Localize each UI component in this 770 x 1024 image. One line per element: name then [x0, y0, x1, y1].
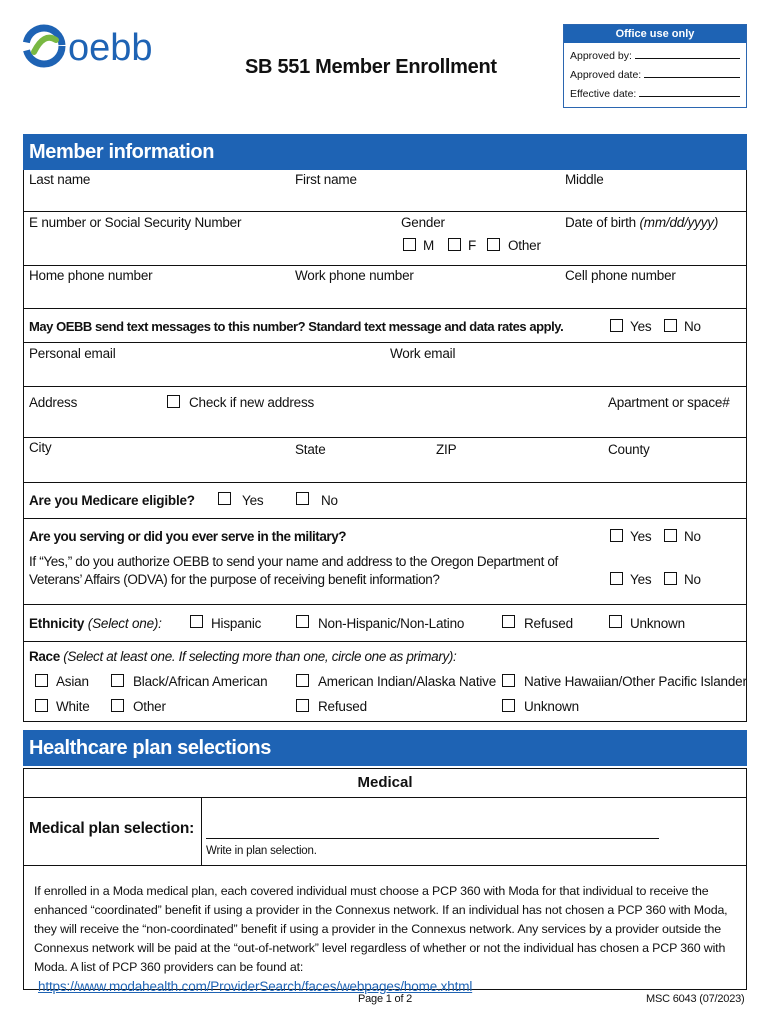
work-phone-label: Work phone number — [295, 268, 414, 283]
text-no-checkbox[interactable] — [664, 319, 677, 332]
race-hint: (Select at least one. If selecting more than one, circle one as primary): — [63, 649, 457, 664]
oebb-logo — [22, 22, 172, 72]
gender-label: Gender — [401, 215, 445, 230]
race-refused-label: Refused — [318, 699, 367, 714]
medical-plan-table — [23, 768, 747, 866]
eth-unknown-label: Unknown — [630, 616, 685, 631]
race-asian-checkbox[interactable] — [35, 674, 48, 687]
write-in-hint: Write in plan selection. — [206, 845, 317, 857]
plan-selections-section-header: Healthcare plan selections — [23, 730, 747, 766]
personal-email-label: Personal email — [29, 346, 116, 361]
medicare-no-label: No — [321, 493, 338, 508]
county-label: County — [608, 442, 650, 457]
race-american-indian-label: American Indian/Alaska Native — [318, 674, 497, 689]
medicare-no-checkbox[interactable] — [296, 492, 309, 505]
odva-yes-label: Yes — [630, 572, 652, 587]
dob-label — [565, 215, 718, 230]
pcp-note-text: If enrolled in a Moda medical plan, each covered individual must choose a PCP 360 with Moda for that individual to receive the enhanced “coordinated” benefit if using a provider in the Connexus network. If an individual has not chosen a PCP 360 with Moda, they will receive the “non-coordinated” benefit if using a provider in the Connexus network. Any services by a provider outside the Connexus network will be paid at the “out-of-network” level regardless of whether or not the individual has chosen a PCP 360 with Moda. A list of PCP 360 providers can be found at: — [34, 884, 728, 974]
text-yes-checkbox[interactable] — [610, 319, 623, 332]
page-title: SB 551 Member Enrollment — [245, 56, 497, 78]
odva-no-checkbox[interactable] — [664, 572, 677, 585]
race-unknown-label: Unknown — [524, 699, 579, 714]
dob-format-hint: (mm/dd/yyyy) — [639, 215, 719, 230]
eth-refused-label: Refused — [524, 616, 573, 631]
race-asian-label: Asian — [56, 674, 89, 689]
ethnicity-text: Ethnicity — [29, 616, 85, 631]
first-name-label: First name — [295, 172, 357, 187]
odva-question-line1: If “Yes,” do you authorize OEBB to send your name and address to the Oregon Department of — [29, 554, 558, 569]
office-use-heading: Office use only — [564, 25, 746, 43]
approved-by-line — [564, 43, 746, 62]
race-text: Race — [29, 649, 60, 664]
medical-plan-label: Medical plan selection: — [29, 820, 195, 837]
medical-plan-input[interactable] — [206, 818, 659, 839]
zip-label: ZIP — [436, 442, 457, 457]
new-address-label: Check if new address — [189, 395, 315, 410]
race-native-hawaiian-label: Native Hawaiian/Other Pacific Islander — [524, 674, 747, 689]
provider-search-link[interactable]: https://www.modahealth.com/ProviderSearch/faces/webpages/home.xhtml — [38, 979, 473, 994]
oebb-logo-icon — [22, 22, 172, 72]
new-address-checkbox[interactable] — [167, 395, 180, 408]
member-info-section-header: Member information — [23, 134, 747, 170]
eth-refused-checkbox[interactable] — [502, 615, 515, 628]
gender-m-label: M — [423, 238, 435, 253]
race-black-label: Black/African American — [133, 674, 268, 689]
gender-m-checkbox[interactable] — [403, 238, 416, 251]
e-number-label: E number or Social Security Number — [29, 215, 242, 230]
military-no-label: No — [684, 529, 701, 544]
medical-header: Medical — [357, 774, 413, 791]
odva-no-label: No — [684, 572, 701, 587]
svg-text:oebb: oebb — [68, 27, 153, 69]
address-label: Address — [29, 395, 78, 410]
ethnicity-label — [29, 616, 162, 631]
race-refused-checkbox[interactable] — [296, 699, 309, 712]
gender-other-label: Other — [508, 238, 541, 253]
gender-f-checkbox[interactable] — [448, 238, 461, 251]
state-label: State — [295, 442, 326, 457]
ethnicity-hint: (Select one): — [87, 616, 162, 631]
military-no-checkbox[interactable] — [664, 529, 677, 542]
cell-phone-label: Cell phone number — [565, 268, 676, 283]
race-other-label: Other — [133, 699, 166, 714]
eth-non-hispanic-label: Non-Hispanic/Non-Latino — [318, 616, 465, 631]
home-phone-label: Home phone number — [29, 268, 153, 283]
military-yes-checkbox[interactable] — [610, 529, 623, 542]
medicare-yes-checkbox[interactable] — [218, 492, 231, 505]
race-other-checkbox[interactable] — [111, 699, 124, 712]
pcp-note — [23, 866, 747, 994]
effective-date-line — [564, 81, 746, 100]
approved-date-label: Approved date: — [570, 69, 642, 81]
text-message-question: May OEBB send text messages to this number? Standard text message and data rates apply. — [29, 319, 564, 334]
dob-text: Date of birth — [565, 215, 636, 230]
medicare-question: Are you Medicare eligible? — [29, 493, 195, 508]
text-yes-label: Yes — [630, 319, 652, 334]
gender-other-checkbox[interactable] — [487, 238, 500, 251]
eth-hispanic-label: Hispanic — [211, 616, 262, 631]
military-yes-label: Yes — [630, 529, 652, 544]
race-black-checkbox[interactable] — [111, 674, 124, 687]
eth-unknown-checkbox[interactable] — [609, 615, 622, 628]
middle-label: Middle — [565, 172, 604, 187]
apartment-label: Apartment or space# — [608, 395, 730, 410]
form-code: MSC 6043 (07/2023) — [646, 993, 745, 1005]
race-american-indian-checkbox[interactable] — [296, 674, 309, 687]
medicare-yes-label: Yes — [242, 493, 264, 508]
gender-f-label: F — [468, 238, 477, 253]
race-white-label: White — [56, 699, 90, 714]
race-label — [29, 649, 456, 664]
text-no-label: No — [684, 319, 701, 334]
eth-non-hispanic-checkbox[interactable] — [296, 615, 309, 628]
military-question: Are you serving or did you ever serve in the military? — [29, 529, 347, 544]
approved-date-line — [564, 62, 746, 81]
effective-date-label: Effective date: — [570, 88, 637, 100]
office-use-box — [563, 24, 747, 108]
page-number: Page 1 of 2 — [358, 993, 413, 1005]
race-native-hawaiian-checkbox[interactable] — [502, 674, 515, 687]
race-white-checkbox[interactable] — [35, 699, 48, 712]
city-label: City — [29, 440, 52, 455]
odva-yes-checkbox[interactable] — [610, 572, 623, 585]
last-name-label: Last name — [29, 172, 91, 187]
odva-question-line2: Veterans’ Affairs (ODVA) for the purpose of receiving benefit information? — [29, 572, 440, 587]
member-info-form — [23, 170, 747, 722]
work-email-label: Work email — [390, 346, 456, 361]
approved-by-label: Approved by: — [570, 50, 632, 62]
eth-hispanic-checkbox[interactable] — [190, 615, 203, 628]
race-unknown-checkbox[interactable] — [502, 699, 515, 712]
